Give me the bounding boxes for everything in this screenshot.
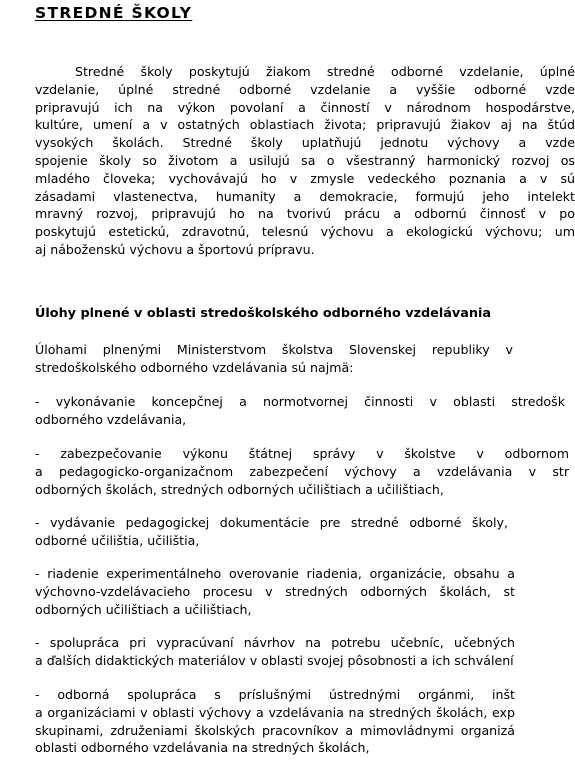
intro-paragraph xyxy=(35,63,575,259)
list-item-line: odborné učilištia, učilištia, xyxy=(35,532,200,548)
list-item-line: oblasti odborného vzdelávania na stredných školách, xyxy=(35,740,370,756)
list-item xyxy=(35,565,515,618)
list-item-line: skupinami, združeniami školských pracovníkov a mimovládnymi organizá xyxy=(35,722,515,738)
list-item-line: odborného vzdelávania, xyxy=(35,411,187,427)
intro-line: aj náboženskú výchovu a športovú prípravu. xyxy=(35,241,315,257)
intro-line: Stredné školy poskytujú žiakom stredné odborné vzdelanie, úplné xyxy=(75,64,575,79)
list-item-line: odborných školách, stredných odborných učilištiach a učilištiach, xyxy=(35,481,444,497)
intro-line: vysokých školách. Stredné školy uplatňujú jednotu výchovy a vzde xyxy=(35,135,575,151)
list-item-line: - spolupráca pri vypracúvaní návrhov na potrebu učebníc, učebných xyxy=(35,635,515,650)
intro-line: pripravujú ich na výkon povolaní a činností v národnom hospodárstve, xyxy=(35,99,575,115)
list-item xyxy=(35,686,515,757)
list-item xyxy=(35,514,508,550)
intro-line: vzdelanie, úplné stredné odborné vzdelanie a vyššie odborné vzde xyxy=(35,81,575,97)
list-item-line: a pedagogicko-organizačnom zabezpečení výchovy a vzdelávania v str xyxy=(35,463,569,479)
page-title: STREDNÉ ŠKOLY xyxy=(35,4,193,22)
list-item xyxy=(35,634,515,670)
section-heading: Úlohy plnené v oblasti stredoškolského odborného vzdelávania xyxy=(35,306,491,321)
section-intro-line: stredoškolského odborného vzdelávania sú najmä: xyxy=(35,359,354,375)
list-item xyxy=(35,445,569,498)
section-intro-line: Úlohami plnenými Ministerstvom školstva Slovenskej republiky v xyxy=(35,342,513,357)
list-item-line: výchovno-vzdelávacieho procesu v stredných odborných školách, st xyxy=(35,583,515,599)
list-item xyxy=(35,393,565,429)
list-item-line: odborných učilištiach a učilištiach, xyxy=(35,601,252,617)
list-item-line: - vydávanie pedagogickej dokumentácie pre stredné odborné školy, xyxy=(35,515,508,530)
intro-line: poskytujú estetickú, zdravotnú, telesnú výchovu a ekologickú výchovu; um xyxy=(35,224,575,240)
list-item-line: - zabezpečovanie výkonu štátnej správy v školstve v odbornom xyxy=(35,446,569,461)
list-item-line: a ďalších didaktických materiálov v oblasti svojej pôsobnosti a ich schválení xyxy=(35,652,514,668)
list-item-line: - riadenie experimentálneho overovanie riadenia, organizácie, obsahu a xyxy=(35,566,515,581)
intro-line: mladého človeka; vychovávajú ho v zmysle vedeckého poznania a v sú xyxy=(35,170,575,186)
list-item-line: a organizáciami v oblasti výchovy a vzdelávania na stredných školách, exp xyxy=(35,704,515,720)
section-intro xyxy=(35,341,513,377)
intro-line: zásadami vlastenectva, humanity a demokracie, formujú jeho intelekt xyxy=(35,188,575,204)
list-item-line: - odborná spolupráca s príslušnými ústrednými orgánmi, inšt xyxy=(35,687,515,702)
intro-line: kultúre, umení a v ostatných oblastiach života; pripravujú žiakov aj na štúd xyxy=(35,117,575,133)
intro-line: mravný rozvoj, pripravujú ho na tvorivú prácu a odbornú činnosť v po xyxy=(35,206,575,222)
list-item-line: - vykonávanie koncepčnej a normotvornej činnosti v oblasti stredošk xyxy=(35,394,565,409)
intro-line: spojenie školy so životom a usilujú sa o všestranný harmonický rozvoj os xyxy=(35,152,575,168)
